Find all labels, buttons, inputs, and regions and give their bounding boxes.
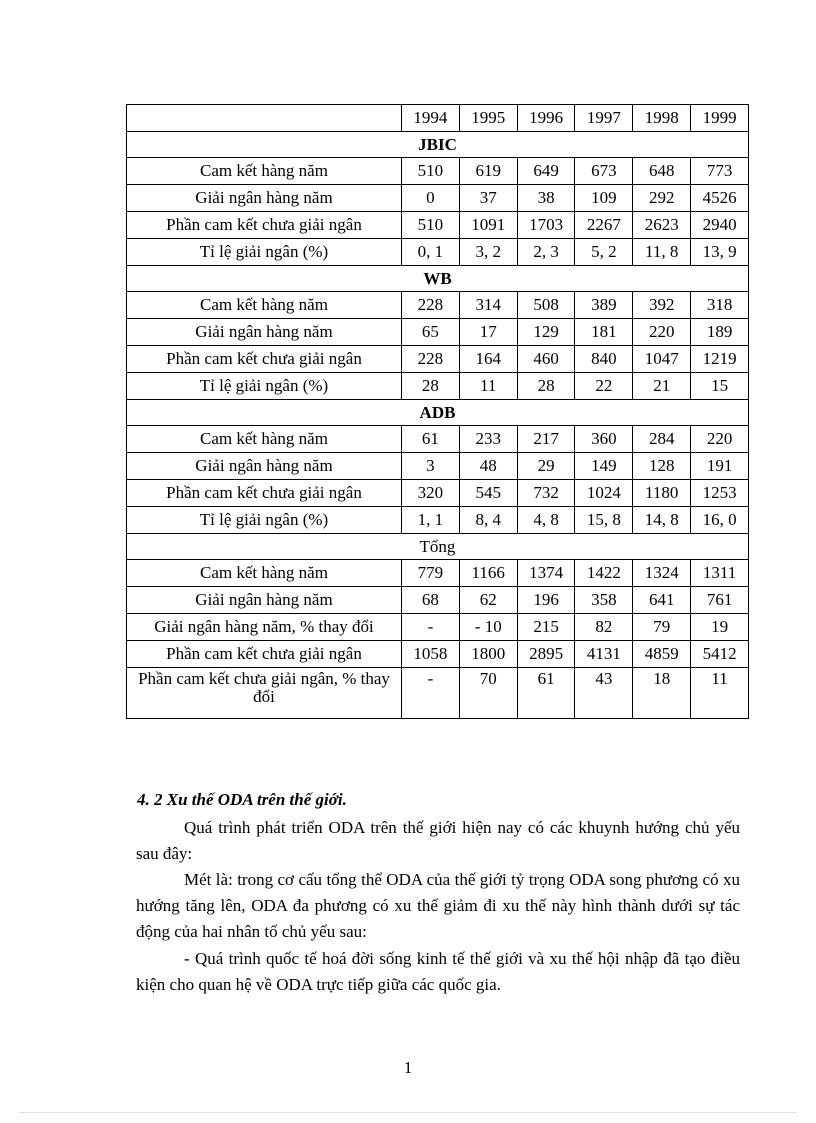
cell-value: 37	[459, 185, 517, 212]
cell-value: 8, 4	[459, 507, 517, 534]
table-row	[127, 668, 749, 719]
cell-value: 48	[459, 453, 517, 480]
table-row	[127, 480, 749, 507]
row-label: Phần cam kết chưa giải ngân, % thay đổi	[127, 668, 402, 719]
cell-value: 29	[517, 453, 575, 480]
cell-value: 233	[459, 426, 517, 453]
cell-value: 2267	[575, 212, 633, 239]
cell-value: 149	[575, 453, 633, 480]
table-row	[127, 453, 749, 480]
cell-value: 358	[575, 587, 633, 614]
section-title: ADB	[127, 400, 749, 426]
row-label: Tỉ lệ giải ngân (%)	[127, 507, 402, 534]
table-row	[127, 346, 749, 373]
cell-value: 1, 1	[402, 507, 460, 534]
cell-value: 510	[402, 158, 460, 185]
cell-value: 392	[633, 292, 691, 319]
cell-value: 284	[633, 426, 691, 453]
cell-value: 2895	[517, 641, 575, 668]
cell-value: 22	[575, 373, 633, 400]
cell-value: 4526	[691, 185, 749, 212]
cell-value: 11	[691, 668, 749, 719]
cell-value: 5412	[691, 641, 749, 668]
cell-value: 0	[402, 185, 460, 212]
row-label: Tỉ lệ giải ngân (%)	[127, 373, 402, 400]
cell-value: 70	[459, 668, 517, 719]
oda-disbursement-table	[126, 104, 749, 719]
cell-value: 217	[517, 426, 575, 453]
cell-value: 0, 1	[402, 239, 460, 266]
cell-value: 649	[517, 158, 575, 185]
cell-value: 128	[633, 453, 691, 480]
cell-value: 389	[575, 292, 633, 319]
row-label: Cam kết hàng năm	[127, 292, 402, 319]
table-row	[127, 319, 749, 346]
cell-value: 62	[459, 587, 517, 614]
cell-value: 189	[691, 319, 749, 346]
cell-value: 1311	[691, 560, 749, 587]
cell-value: 1180	[633, 480, 691, 507]
table-row	[127, 426, 749, 453]
cell-value: 18	[633, 668, 691, 719]
cell-value: 16, 0	[691, 507, 749, 534]
cell-value: 360	[575, 426, 633, 453]
cell-value: 61	[517, 668, 575, 719]
cell-value: 314	[459, 292, 517, 319]
cell-value: - 10	[459, 614, 517, 641]
cell-value: 11	[459, 373, 517, 400]
paragraph: - Quá trình quốc tế hoá đời sống kinh tế thế giới và xu thế hội nhập đã tạo điều kiện cho quan hệ về ODA trực tiếp giữa các quốc gia.	[136, 949, 740, 994]
cell-value: 2, 3	[517, 239, 575, 266]
cell-value: 1024	[575, 480, 633, 507]
cell-value: 82	[575, 614, 633, 641]
header-year-cell: 1997	[575, 105, 633, 132]
header-year-cell: 1994	[402, 105, 460, 132]
header-year-cell: 1995	[459, 105, 517, 132]
cell-value: 129	[517, 319, 575, 346]
cell-value: 292	[633, 185, 691, 212]
cell-value: 5, 2	[575, 239, 633, 266]
paragraph: Quá trình phát triển ODA trên thế giới hiện nay có các khuynh hướng chủ yếu sau đây:	[136, 818, 740, 863]
cell-value: 2623	[633, 212, 691, 239]
cell-value: 28	[517, 373, 575, 400]
header-year-cell: 1999	[691, 105, 749, 132]
cell-value: 4, 8	[517, 507, 575, 534]
cell-value: 191	[691, 453, 749, 480]
row-label: Cam kết hàng năm	[127, 158, 402, 185]
cell-value: 648	[633, 158, 691, 185]
cell-value: 14, 8	[633, 507, 691, 534]
cell-value: 1422	[575, 560, 633, 587]
row-label: Cam kết hàng năm	[127, 560, 402, 587]
section-row-adb	[127, 400, 749, 426]
page-number: 1	[403, 1058, 413, 1077]
cell-value: 510	[402, 212, 460, 239]
table-row	[127, 641, 749, 668]
paragraph: Mét là: trong cơ cấu tổng thể ODA của thế giới tỷ trọng ODA song phương có xu hướng tăng lên, ODA đa phương có xu thế giảm đi xu thế này hình thành dưới sự tác động của hai nhân tố chủ yếu sau:	[136, 870, 740, 941]
cell-value: 779	[402, 560, 460, 587]
cell-value: 38	[517, 185, 575, 212]
cell-value: 4859	[633, 641, 691, 668]
header-label-cell	[127, 105, 402, 132]
section-title: WB	[127, 266, 749, 292]
row-label: Cam kết hàng năm	[127, 426, 402, 453]
table-row	[127, 292, 749, 319]
cell-value: 19	[691, 614, 749, 641]
cell-value: 28	[402, 373, 460, 400]
cell-value: -	[402, 614, 460, 641]
cell-value: 2940	[691, 212, 749, 239]
cell-value: 109	[575, 185, 633, 212]
cell-value: 1324	[633, 560, 691, 587]
cell-value: 1703	[517, 212, 575, 239]
cell-value: 215	[517, 614, 575, 641]
section-row-total	[127, 534, 749, 560]
row-label: Giải ngân hàng năm	[127, 319, 402, 346]
page-bottom-divider	[20, 1112, 796, 1113]
cell-value: 1091	[459, 212, 517, 239]
cell-value: 318	[691, 292, 749, 319]
cell-value: 228	[402, 292, 460, 319]
row-label: Giải ngân hàng năm	[127, 185, 402, 212]
section-heading: 4. 2 Xu thế ODA trên thế giới.	[137, 790, 347, 809]
table-row	[127, 614, 749, 641]
cell-value: 773	[691, 158, 749, 185]
cell-value: 1374	[517, 560, 575, 587]
row-label: Phần cam kết chưa giải ngân	[127, 480, 402, 507]
cell-value: 65	[402, 319, 460, 346]
cell-value: 15, 8	[575, 507, 633, 534]
row-label: Phần cam kết chưa giải ngân	[127, 346, 402, 373]
table-row	[127, 239, 749, 266]
section-row-wb	[127, 266, 749, 292]
cell-value: 13, 9	[691, 239, 749, 266]
row-label: Tỉ lệ giải ngân (%)	[127, 239, 402, 266]
table-header-row	[127, 105, 749, 132]
table-row	[127, 560, 749, 587]
row-label: Phần cam kết chưa giải ngân	[127, 212, 402, 239]
section-title: JBIC	[127, 132, 749, 158]
table-row	[127, 373, 749, 400]
cell-value: 196	[517, 587, 575, 614]
cell-value: 1047	[633, 346, 691, 373]
cell-value: 3, 2	[459, 239, 517, 266]
cell-value: 641	[633, 587, 691, 614]
cell-value: 460	[517, 346, 575, 373]
cell-value: 181	[575, 319, 633, 346]
table-row	[127, 507, 749, 534]
table-row	[127, 212, 749, 239]
cell-value: 3	[402, 453, 460, 480]
cell-value: 619	[459, 158, 517, 185]
cell-value: 43	[575, 668, 633, 719]
cell-value: 61	[402, 426, 460, 453]
row-label: Giải ngân hàng năm	[127, 587, 402, 614]
cell-value: 4131	[575, 641, 633, 668]
row-label: Giải ngân hàng năm	[127, 453, 402, 480]
row-label: Giải ngân hàng năm, % thay đổi	[127, 614, 402, 641]
cell-value: 1166	[459, 560, 517, 587]
table-row	[127, 185, 749, 212]
cell-value: 11, 8	[633, 239, 691, 266]
header-year-cell: 1998	[633, 105, 691, 132]
section-title: Tổng	[127, 534, 749, 560]
cell-value: 508	[517, 292, 575, 319]
cell-value: 21	[633, 373, 691, 400]
row-label: Phần cam kết chưa giải ngân	[127, 641, 402, 668]
table-row	[127, 158, 749, 185]
cell-value: 68	[402, 587, 460, 614]
cell-value: 17	[459, 319, 517, 346]
cell-value: 761	[691, 587, 749, 614]
cell-value: 1219	[691, 346, 749, 373]
cell-value: 320	[402, 480, 460, 507]
cell-value: 164	[459, 346, 517, 373]
cell-value: -	[402, 668, 460, 719]
header-year-cell: 1996	[517, 105, 575, 132]
cell-value: 15	[691, 373, 749, 400]
cell-value: 228	[402, 346, 460, 373]
cell-value: 1058	[402, 641, 460, 668]
cell-value: 1253	[691, 480, 749, 507]
cell-value: 673	[575, 158, 633, 185]
cell-value: 220	[633, 319, 691, 346]
cell-value: 220	[691, 426, 749, 453]
cell-value: 732	[517, 480, 575, 507]
cell-value: 840	[575, 346, 633, 373]
cell-value: 1800	[459, 641, 517, 668]
section-row-jbic	[127, 132, 749, 158]
cell-value: 79	[633, 614, 691, 641]
table-row	[127, 587, 749, 614]
cell-value: 545	[459, 480, 517, 507]
